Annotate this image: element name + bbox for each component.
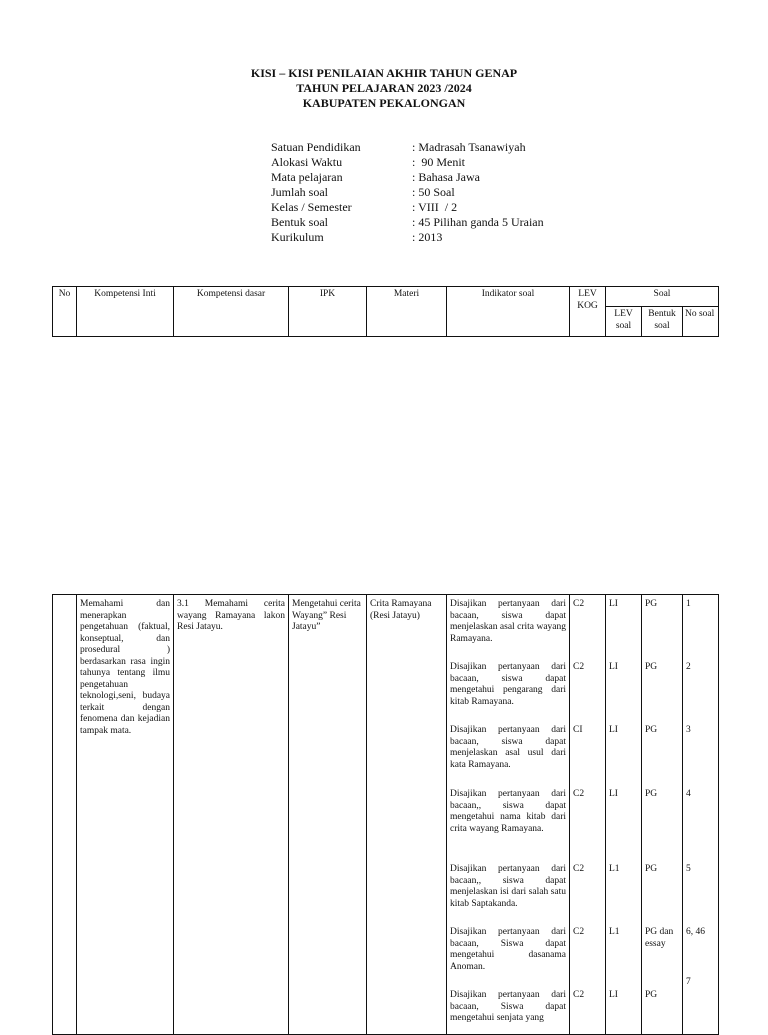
col-header-levkog: LEV KOG — [570, 287, 606, 337]
lev-item: LI — [609, 599, 618, 609]
lev-item: L1 — [609, 927, 620, 937]
meta-row: Mata pelajaran : Bahasa Jawa — [271, 170, 480, 184]
indikator-item: Disajikan pertanyaan dari bacaan, Siswa dapat mengetahui dasanama Anoman. — [450, 927, 566, 972]
col-header-bentuk-soal: Bentuk soal — [642, 307, 683, 337]
no-soal-item: 6, 46 — [686, 927, 705, 937]
indikator-item: Disajikan pertanyaan dari bacaan,, siswa dapat menjelaskan isi dari salah satu kitab Saptakanda. — [450, 864, 566, 909]
bentuk-item: PG — [645, 725, 658, 735]
lev-item: LI — [609, 789, 618, 799]
meta-row: Alokasi Waktu : 90 Menit — [271, 155, 465, 169]
cell-no — [53, 595, 77, 1035]
bentuk-item: PG — [645, 789, 658, 799]
indikator-item: Disajikan pertanyaan dari bacaan, siswa dapat menjelaskan asal usul dari kata Ramayana. — [450, 725, 566, 770]
cell-levkog — [570, 595, 606, 1035]
cell-kompetensi-inti: Memahami dan menerapkan pengetahuan (faktual, konseptual, dan prosedural ) berdasarkan rasa ingin tahunya tentang ilmu pengetahuan teknologi,seni, budaya terkait dengan fenomena dan kejadian tampak mata. — [77, 595, 174, 1035]
cell-lev-soal — [606, 595, 642, 1035]
no-soal-item: 5 — [686, 864, 691, 874]
levkog-item: CI — [573, 725, 583, 735]
levkog-item: C2 — [573, 662, 585, 672]
header-table — [52, 286, 719, 337]
bentuk-item: PG — [645, 990, 658, 1000]
meta-info — [271, 140, 544, 245]
bentuk-item: PG dan essay — [645, 927, 674, 949]
col-header-kd: Kompetensi dasar — [174, 287, 289, 337]
title-line-2: TAHUN PELAJARAN 2023 /2024 — [296, 81, 472, 95]
levkog-item: C2 — [573, 789, 585, 799]
cell-ipk: Mengetahui cerita Wayang” Resi Jatayu” — [289, 595, 367, 1035]
cell-kompetensi-dasar: 3.1 Memahami cerita wayang Ramayana lakon Resi Jatayu. — [174, 595, 289, 1035]
levkog-item: C2 — [573, 927, 585, 937]
content-table — [52, 594, 719, 1035]
lev-item: LI — [609, 662, 618, 672]
meta-row: Kurikulum : 2013 — [271, 230, 443, 244]
title-line-1: KISI – KISI PENILAIAN AKHIR TAHUN GENAP — [250, 66, 518, 80]
document-title — [0, 66, 768, 111]
col-header-materi: Materi — [367, 287, 447, 337]
title-line-3: KABUPATEN PEKALONGAN — [302, 96, 466, 110]
meta-row: Kelas / Semester : VIII / 2 — [271, 200, 458, 214]
col-header-soal: Soal — [606, 287, 719, 307]
meta-row: Jumlah soal : 50 Soal — [271, 185, 455, 199]
levkog-item: C2 — [573, 864, 585, 874]
col-header-indikator: Indikator soal — [447, 287, 570, 337]
meta-row: Bentuk soal : 45 Pilihan ganda 5 Uraian — [271, 215, 544, 229]
levkog-item: C2 — [573, 599, 585, 609]
bentuk-item: PG — [645, 662, 658, 672]
cell-indikator — [447, 595, 570, 1035]
indikator-item: Disajikan pertanyaan dari bacaan,, siswa dapat mengetahui nama kitab dari crita wayang Ramayana. — [450, 789, 566, 834]
bentuk-item: PG — [645, 864, 658, 874]
lev-item: LI — [609, 990, 618, 1000]
no-soal-item: 2 — [686, 662, 691, 672]
no-soal-item: 7 — [686, 977, 691, 987]
col-header-lev-soal: LEV soal — [606, 307, 642, 337]
cell-materi: Crita Ramayana (Resi Jatayu) — [367, 595, 447, 1035]
col-header-ki: Kompetensi Inti — [77, 287, 174, 337]
cell-bentuk-soal — [642, 595, 683, 1035]
no-soal-item: 3 — [686, 725, 691, 735]
indikator-item: Disajikan pertanyaan dari bacaan, Siswa dapat mengetahui senjata yang — [450, 990, 566, 1023]
meta-row: Satuan Pendidikan : Madrasah Tsanawiyah — [271, 140, 526, 154]
bentuk-item: PG — [645, 599, 658, 609]
col-header-no: No — [53, 287, 77, 337]
cell-no-soal — [683, 595, 719, 1035]
no-soal-item: 1 — [686, 599, 691, 609]
lev-item: LI — [609, 725, 618, 735]
indikator-item: Disajikan pertanyaan dari bacaan, siswa dapat mengetahui pengarang dari kitab Ramayana. — [450, 662, 566, 707]
lev-item: L1 — [609, 864, 620, 874]
levkog-item: C2 — [573, 990, 585, 1000]
no-soal-item: 4 — [686, 789, 691, 799]
col-header-ipk: IPK — [289, 287, 367, 337]
col-header-no-soal: No soal — [683, 307, 719, 337]
indikator-item: Disajikan pertanyaan dari bacaan, siswa dapat menjelaskan asal crita wayang Ramayana. — [450, 599, 566, 644]
